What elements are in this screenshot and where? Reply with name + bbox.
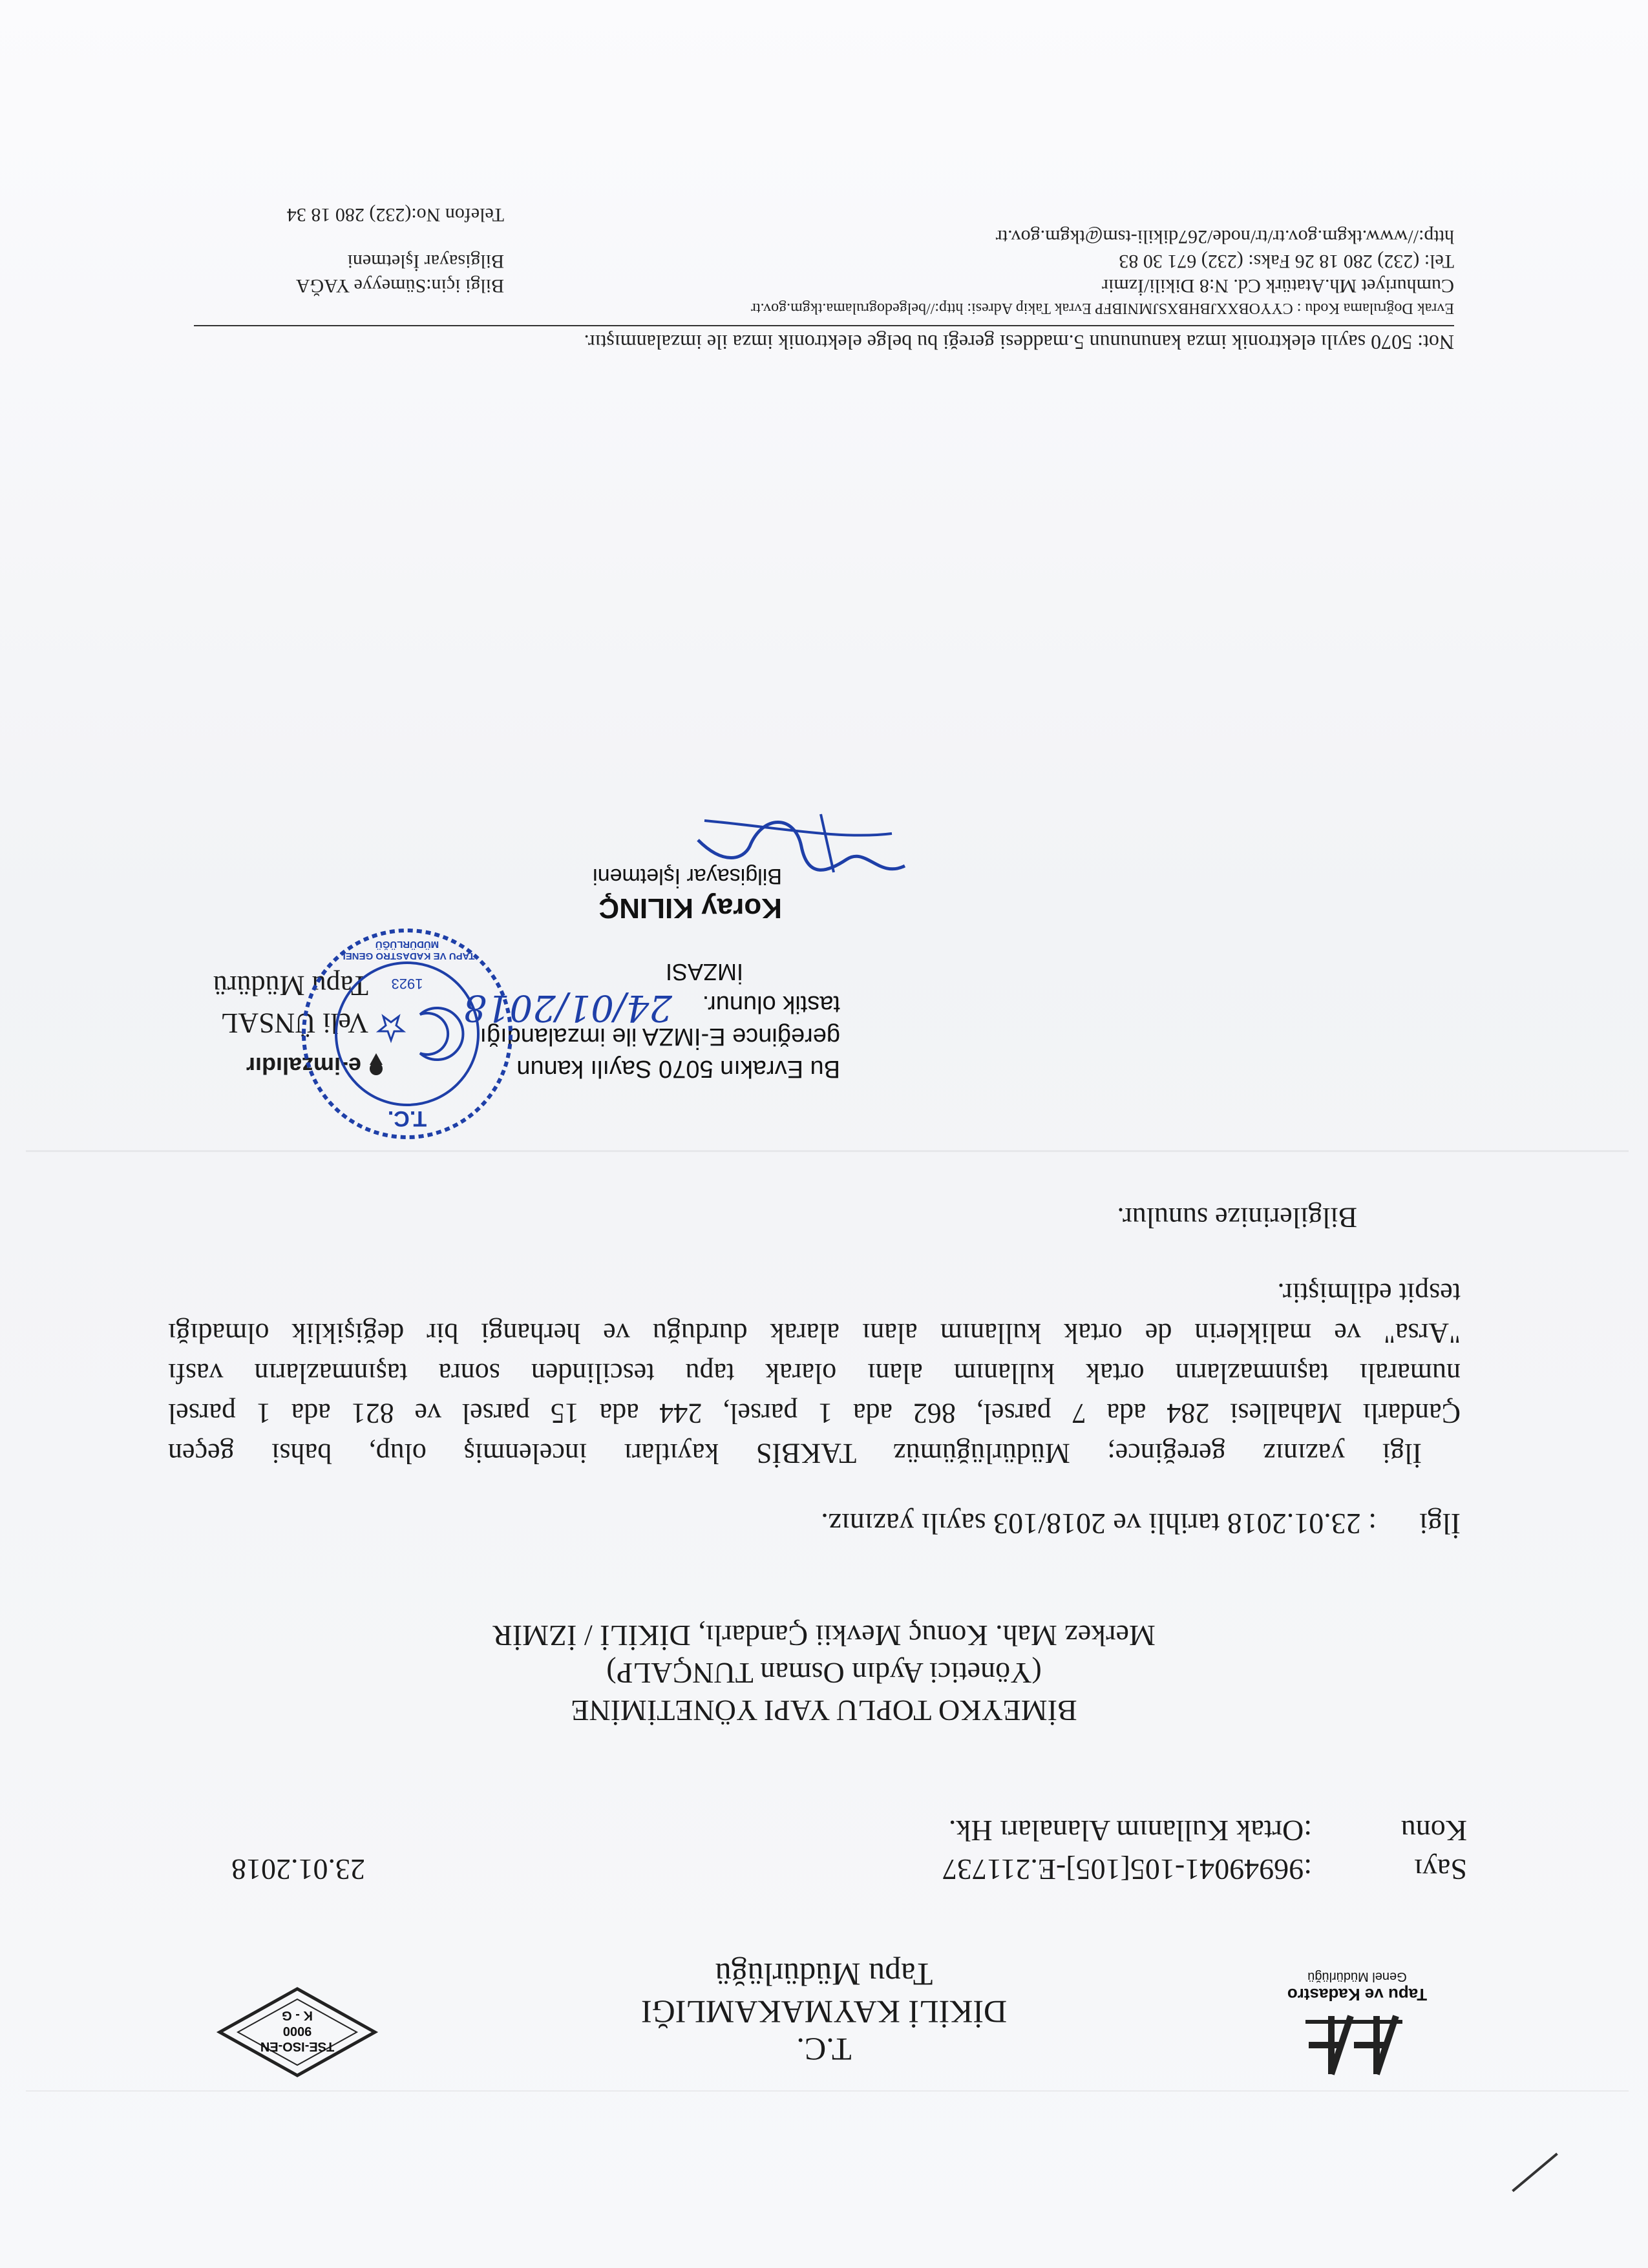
footer-divider <box>194 325 1454 326</box>
tapu-kadastro-logo <box>1260 1951 1454 2081</box>
footer-address: Cumhuriyet Mh.Atatürk Cd. N:8 Dikili/İzmir <box>1102 275 1454 297</box>
footer-web: http://www.tkgm.gov.tr/tr/node/267dikili-tsm@tkgm.gov.tr <box>995 226 1454 247</box>
logo-sub: Genel Müdürlüğü <box>1307 1969 1407 1984</box>
recipient-line3: Merkez Mah. Konuç Mevkii Çandarlı, DİKİLİ / İZMİR <box>492 1619 1156 1652</box>
tkgm-emblem-icon <box>1299 2010 1415 2081</box>
footer-info-phone: Telefon No:(232) 280 18 34 <box>286 204 504 226</box>
footer-info-name: Bilgi için:Sümeyye YAĞA <box>295 275 504 297</box>
cert-officer-name: Koray KILINÇ <box>598 892 782 924</box>
iso-certification-logo <box>213 1984 381 2081</box>
footer-verify: Evrak Doğrulama Kodu : CYYOBXXJBHBXSJMNIBFP Evrak Takip Adresi: http://belgedogrulama.tkgm.gov.tr <box>750 300 1454 317</box>
cert-line2: gereğince E-İMZA ile imzalandığı <box>480 1023 840 1050</box>
e-imza-label: e-imzalıdır <box>246 1053 361 1079</box>
body-line: Çandarlı Mahallesi 284 ada 7 parsel, 862 ada 1 parsel, 244 ada 15 parsel ve 821 ada 1 parsel <box>168 1398 1461 1429</box>
footer-note: Not: 5070 sayılı elektronik imza kanununun 5.maddesi gereği bu belge elektronik imza ile imzalanmıştır. <box>584 331 1454 354</box>
handwritten-signature <box>685 795 918 885</box>
ilgi-text: : 23.01.2018 tarihli ve 2018/103 sayılı yazınız. <box>821 1507 1377 1540</box>
cert-line3: tastik olunur. <box>702 991 840 1018</box>
closing-text: Bilgilerinize sunulur. <box>1117 1202 1357 1234</box>
body-paragraph <box>168 1273 1461 1473</box>
logo-name: Tapu ve Kadastro <box>1287 1985 1428 2004</box>
konu-value: :Ortak Kullanım Alanaları Hk. <box>948 1814 1312 1847</box>
body-line: tespit edilmiştir. <box>1277 1277 1461 1309</box>
seal-year: 1923 <box>391 976 423 992</box>
iso-line3: K - G <box>282 2008 313 2022</box>
seal-top: T.C. <box>387 1106 427 1131</box>
body-line: numaralı taşınmazların ortak kullanım alanı olarak tapu tescilinden sonra taşınmazların vasfı <box>168 1358 1461 1389</box>
document-date: 23.01.2018 <box>231 1853 365 1886</box>
footer-info-title: Bilgisayar İşletmeni <box>347 251 504 272</box>
signer-title: Tapu Müdürü <box>213 970 368 1002</box>
sayi-label: Sayı <box>1414 1853 1467 1886</box>
recipient-line1: BİMEYKO TOPLU YAPI YÖNETİMİNE <box>571 1694 1077 1727</box>
header-office: DİKİLİ KAYMAKAMLIĞI <box>640 1994 1008 2030</box>
cert-handwritten-date: 24/01/2018 <box>463 987 672 1029</box>
cert-imza-label: İMZASI <box>665 959 743 985</box>
footer-tel-fax: Tel: (232) 280 18 26 Faks: (232) 671 30 83 <box>1119 251 1454 272</box>
header-tc: T.C. <box>796 2032 852 2068</box>
recipient-line2: (Yönetici Aydın Osman TUNÇALP) <box>606 1657 1042 1690</box>
official-round-seal <box>297 924 517 1144</box>
cert-officer-title: Bilgisayar İşletmeni <box>593 864 782 888</box>
signer-name: Veli ÜNSAL <box>220 1007 368 1039</box>
sayi-value: :96949041-105[105]-E.211737 <box>942 1853 1312 1886</box>
konu-label: Konu <box>1400 1814 1467 1847</box>
body-line: İlgi yazınız gereğince; Müdürlüğümüz TAKBİS kayıtları incelenmiş olup, bahsi geçen <box>168 1438 1422 1469</box>
header-department: Tapu Müdürlüğü <box>715 1957 933 1993</box>
ilgi-label: İlgi <box>1419 1507 1461 1540</box>
iso-line1: TSE-ISO-EN <box>260 2039 335 2053</box>
body-line: "Arsa" ve maliklerin de ortak kullanım alanı alarak durduğu ve herhangi bir değişiklik olmadığı <box>168 1318 1461 1349</box>
seal-ring-text: TAPU VE KADASTRO GENEL MÜDÜRLÜĞÜ <box>339 939 475 961</box>
iso-line2: 9000 <box>282 2024 312 2038</box>
cert-line1: Bu Evrakın 5070 Sayılı kanun <box>516 1055 840 1082</box>
